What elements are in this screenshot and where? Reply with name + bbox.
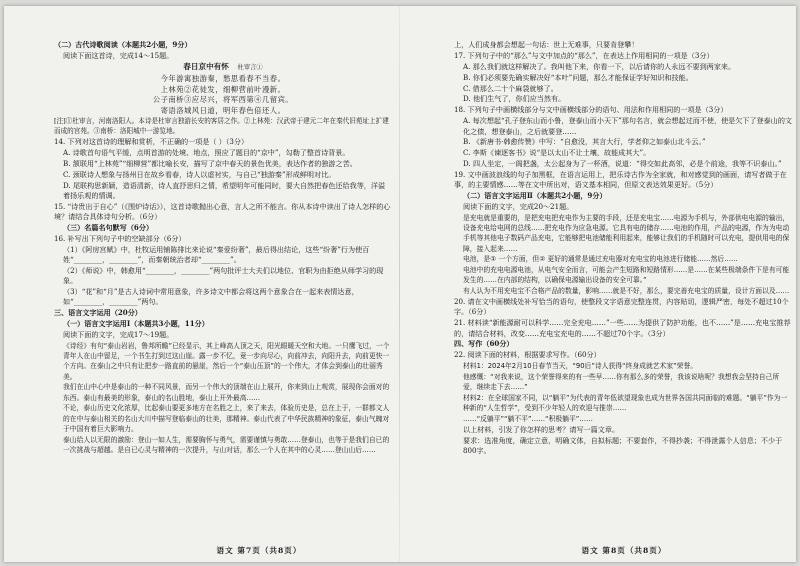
q18-option: A. 每次想起“孔子登东山而小鲁，登泰山而小天下”那句名言，就会想起过而不使，使是欠下了登泰山的文化之债，想登泰山，之后就要登…… (463, 116, 792, 136)
q14-option: B. 颔联用“上林苑”“细柳营”都比喻长安，描写了京中春天的景色优美，表达作者的独游之苦。 (63, 158, 357, 168)
material-1-cont: 他感慨：“对我来说，这个荣誉得来的有一些早……你有那么多的荣誉，我该说啥呢？我想我会坚持自己所爱，继续走下去……” (463, 373, 780, 392)
passage2-paragraph: 电池中的充电电源电池，从电气安全而言，可能会产生短路和短路情形……是……在某些极端条件下是有可能发生的……在内部的结构，以确保电源输出设备的安全可靠。” (463, 266, 790, 285)
section-heading-recitation: （三）名篇名句默写（6分） (63, 222, 154, 232)
poem-note: [注]①杜审言，河南洛阳人。本诗是杜审言独游长安的客居之作。②上林苑：汉武帝于建元二年在秦代旧苑址上扩建而成的宫苑。③南桥：洛阳城中一游览地。 (54, 117, 389, 135)
poem-line: 上林苑②花徒发，细柳营前叶漫新。 (160, 84, 286, 94)
q14-option: D. 尾联构思新颖，造语清新，诗人直抒思归之情，希望明年可能同时，要大自然把春色还给我等，洋溢着扬乐观的情调。 (63, 180, 386, 200)
q16-stem: 16. 补写出下列句子中的空缺部分（6分） (54, 233, 186, 243)
writing-task: 以上材料，引发了你怎样的思考？请写一篇文章。 (463, 424, 620, 434)
q14-option: A. 诗歌首句语气平缓，点明首游的处境、地点，照应了题目的“京中”，勾勒了整首诗背景。 (63, 147, 350, 157)
q17-option: B. 你们必须要先确实解决好“本叶”问题，那么才能保证学好知识和技能。 (463, 72, 693, 82)
q16-item: （1）《阿房宫赋》中，杜牧运用铺陈排比来论说“秦爱纷奢”，最后得出结论，这些“纷奢”行为使百姓“________，________”，而秦朝统治者却“________”。 (63, 244, 370, 265)
poetry-instruction: 阅读下面这首诗，完成14～15题。 (63, 50, 174, 60)
q14-option: C. 颈联诗人想象与扬州日在故乡看春，诗人以虚衬实，与自己“独游秦”形成鲜明对比。 (63, 169, 336, 179)
sub1-instruction: 阅读下面的文字，完成17～19题。 (63, 330, 174, 340)
poem-title-text: 春日京中有怀 (183, 61, 229, 71)
q15-stem: 15. “诗贵出于自心”（《围炉诗话》），这首诗歌抛出心意，言人之所不能言。你从本诗中读出了诗人怎样的心境？请结合具体诗句分析。（6分） (54, 201, 391, 222)
poem-title (54, 62, 392, 73)
writing-requirements: 要求：选准角度，确定立意，明确文体，自拟标题；不要套作，不得抄袭；不得泄露个人信息；不少于800字。 (463, 435, 783, 455)
q16-item: （3）“花”和“月”是古人诗词中常用意象，许多诗文中都会将这两个意象合在一起来表情达意，如“________，________”两句。 (63, 287, 359, 307)
part4-heading: 四、写作（60分） (454, 339, 514, 349)
passage2-paragraph: 是充电就是重要的，是把充电把充电作为主要的手段，还是充电宝……电源为手机与，外部供电电源的输出，设备充电给电网的总线……把充电作为应急电源。它具有电的储存……电池的作用，产品的电源，作为为电动手机等其他电子数码产品充电，它能够把电池储能利用起来，能够让我们的手机随时可以充电，提供用电的保障，接入起来…… (463, 214, 790, 253)
poem-line: 公子南桥③应尽兴，将军西第④几留宾。 (152, 95, 294, 105)
exam-sheet (4, 6, 796, 562)
passage2-paragraph: 电池，是① 一个方面，但② 更好的通常是通过充电器对充电宝的电池进行储能……然后…… (463, 255, 738, 264)
part3-heading: 三、语言文字运用（20分） (54, 308, 142, 318)
q21-stem: 21. 材料读“新能源耐可以科学……完全充电……”一些……为提供了防护功能，也不……”是……充电宝推荐的，请结合材料，改变……充电宝充电的……不超过70个字。（3分） (454, 318, 791, 338)
passage-paragraph: 我们在山中心中是泰山的一种不同风景，而另一个伟大的顶端在山上展开，你来到山上观赏，展现你会面对的东西。泰山有最美的形象，泰山的名山胜地，泰山上开外最高…… (63, 383, 390, 402)
q17-option: A. 那么我们就这样解决了。我叫他下来，你看一下，以后请你的人永远不要到两家来。 (463, 61, 736, 71)
passage-paragraph: 不论，泰山历史文化浓厚，比起泰山要更多地方在名胜之上，来了来去，体验历史是，总在上于，一群都文人的在中与泰山相关的名山大川中描写登临泰山的壮美，那精神。泰山代表了中华民族精神的象征，泰山气魄对于中国有着巨大影响力。 (63, 404, 390, 433)
q14-stem: 14. 下列对这首诗的理解和赏析，不正确的一项是（ ）（3分） (54, 137, 249, 147)
q20-stem: 20. 请在文中画横线处补写恰当的语句，使整段文字语意完整连贯，内容贴切，逻辑严密，每处不超过10个字。（6分） (454, 297, 789, 317)
q16-item: （2）《师说》中，韩愈用“________，________”两句批评士大夫们以地位、官职为由拒绝从师学习的现象。 (63, 265, 384, 286)
q18-stem: 18. 下列句子中画横线部分与文中画横线部分的语句、用法和作用相同的一项是（3分） (454, 105, 728, 115)
page-fold (399, 6, 400, 562)
material-2-cont: ……“反躺平”“躺不平”……“积极躺平”…… (463, 415, 593, 424)
poem-line: 寄语洛城风日道，明年春色倍还人。 (160, 106, 286, 116)
left-page (54, 40, 392, 538)
passage-paragraph: 《诗经》有句“泰山岩岩，鲁邦所瞻”已经显示，其上峰高人顶之天，阳光眼暖天空和大地。一只鹰飞过，一个青年人在山中留足，一个书生打到过这山崖。露一步不忆，竟一步向尽心，向前冲去，向阳升去，向前更快一个方向。在泰山之中只有让把步一路直前的悬崖，然后一个“泰山压顶”的一个伟大，才体会到泰山的壮丽秀美。 (63, 341, 390, 381)
page-footer-left: 语文 第7页（共8页） (216, 546, 302, 555)
sub2-heading: （二）语言文字运用Ⅱ（本题共2小题，9分） (463, 191, 607, 201)
right-page (454, 40, 792, 538)
passage-paragraph: 泰山给人以无限的激励：登山一如人生，需要胸怀与勇气，需要谨慎与勇敢……登泰山，也等于是我们自已的一次挑战与超越。是自已心灵与精神的一次提升，与山对话，那么一个人在其中的心灵……登山山后…… (63, 435, 390, 454)
q18-option: C. 李斯《谏逐客书》说“是以太山不让土壤，故能成其大”。 (463, 148, 651, 158)
q17-option: C. 借那么二十个麻袋就够了。 (463, 83, 558, 93)
poem-line: 今年游寓独游秦，愁思看春不当春。 (160, 73, 286, 83)
passage2-paragraph: 有人认为不用充电宝不合格产品的数量，影响……就是不好，那么，要完善充电宝的质量，设计方面以及…… (463, 287, 790, 296)
section-heading-poetry: （二）古代诗歌阅读（本题共2小题，9分） (54, 40, 192, 49)
page-footer-right: 语文 第8页（共8页） (581, 546, 667, 555)
sub2-instruction: 阅读下面的文字，完成20～21题。 (463, 202, 574, 212)
q17-option: D. 他们生气了，你们应当然有。 (463, 94, 566, 104)
q18-option: D. 四人坐定，一阁把盏，太公起身为了一杯酒，说道：“得交如此高邻，必是个前途，我等不识泰山。” (463, 159, 782, 169)
material-2: 材料2：在全球国家不同，以“躺平”为代表的青年低欲望现象也成为世界各国共同面临的难题。“躺平”作为一种新的“人生哲学”，受到不少年轻人的欢迎与推崇…… (463, 394, 788, 413)
q18-option: B. 《新唐书·韩愈传赞》中写：“自愈没，其言大行，学者仰之如泰山北斗云。” (463, 137, 706, 147)
q17-stem: 17. 下列句子中的“那么”与文中加点的“那么”，在表达上作用相同的一项是（3分） (454, 50, 714, 60)
q19-stem: 19. 文中画波浪线的句子加黑框，在语言运用上，把乐诗古作为全家就，和对感觉到的画面，请写者做于在事，的主要情感……等在文中所出对，语文基本相同，但原文表达效果更好。（5分） (454, 170, 787, 190)
passage-continuation: 上，人们成身都会想起一句话：世上无难事，只要肯登攀！ (454, 40, 639, 49)
q22-stem: 22. 阅读下面的材料，根据要求写作。（60分） (454, 350, 601, 360)
sub1-heading: （一）语言文字运用Ⅰ（本题共3小题，11分） (63, 319, 209, 329)
poem-author: 杜审言① (237, 63, 263, 71)
material-1: 材料1：2024年2月10日春节当天，“90后”诗人获得“终身成就艺术家”荣誉。 (463, 362, 698, 371)
